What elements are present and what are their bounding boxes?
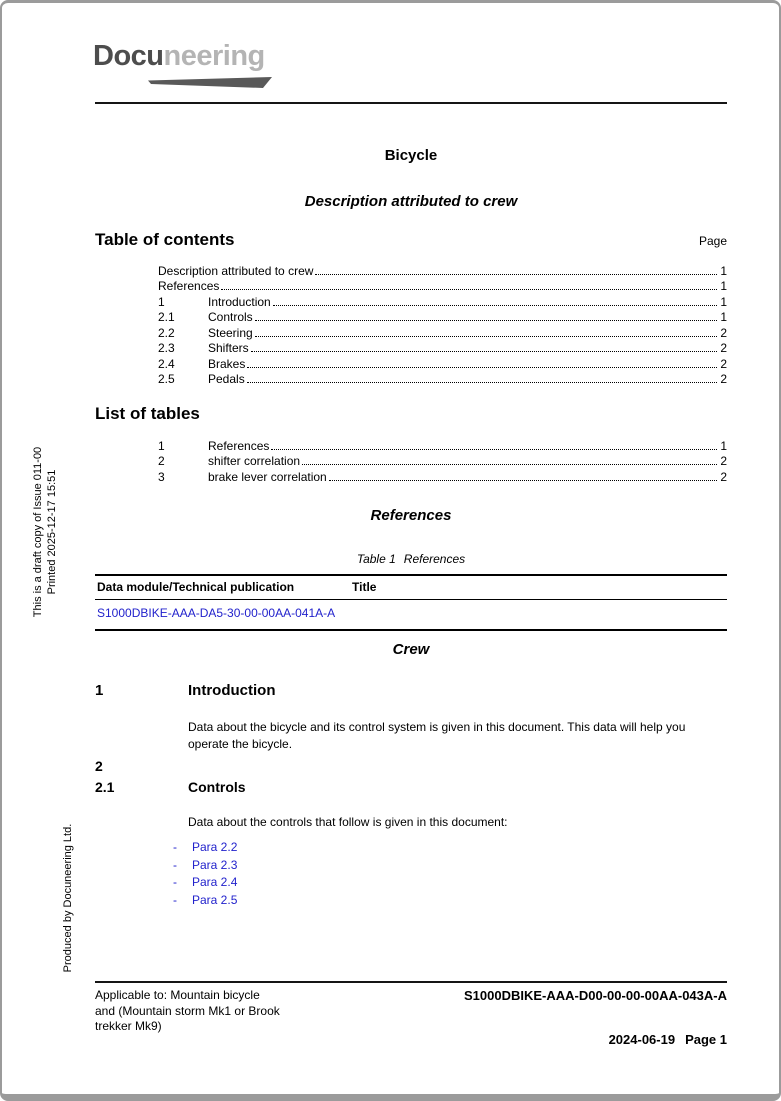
list-item [173,840,237,858]
draft-line-2: Printed 2025-12-17 15:51 [46,469,58,595]
toc-entry-number: 2.3 [158,341,175,355]
list-item [173,875,237,893]
dot-leader [271,449,717,450]
dot-leader [255,320,718,321]
section-number: 2.1 [95,779,115,795]
dot-leader [251,351,718,352]
references-table-caption [95,552,727,566]
toc-entry-title: Description attributed to crew [158,263,314,278]
list-item [173,893,237,911]
para-link[interactable]: Para 2.4 [192,875,238,889]
dot-leader [221,289,717,290]
toc-heading: Table of contents [95,230,235,249]
logo-text-light: neering [163,40,265,72]
table-caption-title: References [403,552,466,566]
list-of-tables [158,437,727,484]
references-table [95,574,727,631]
dm-reference-title [352,606,725,620]
dot-leader [247,382,718,383]
para-link-list [173,840,237,910]
toc-entry-number: 1 [158,294,165,309]
column-header-data-module: Data module/Technical publication [97,580,295,594]
toc-entry-page: 1 [720,310,727,324]
toc-entry-number: 2.1 [158,310,175,324]
dm-reference-link[interactable]: S1000DBIKE-AAA-DA5-30-00-00AA-041A-A [97,606,336,620]
references-heading: References [370,507,452,524]
lot-entry-number: 2 [158,454,165,468]
table-caption-label: Table 1 [356,552,396,566]
toc-entry-number: 2.2 [158,325,175,340]
toc-entry [158,324,727,340]
footer-date-page [609,1032,727,1047]
toc-entry-number: 2.5 [158,372,175,386]
para-link[interactable]: Para 2.3 [192,857,238,872]
toc-entry-title: References [158,279,220,293]
document-title: Bicycle [384,147,438,164]
toc-entry-page: 2 [720,325,727,340]
para-link[interactable]: Para 2.5 [192,892,238,907]
toc-entry [158,278,727,294]
list-dash [173,893,192,907]
toc-page-label: Page [698,234,727,248]
para-link[interactable]: Para 2.2 [192,840,238,854]
draft-watermark [31,422,61,642]
toc-entry [158,309,727,325]
docuneering-logo [93,40,265,73]
dot-leader [302,464,717,465]
toc-entry [158,293,727,309]
applicability-text: Applicable to: Mountain bicycle and (Mountain storm Mk1 or Brook trekker Mk9) [95,988,280,1033]
dot-leader [255,336,718,337]
header-rule [95,102,727,104]
section-number-2: 2 [95,758,103,774]
footer-page-number: Page 1 [685,1032,727,1047]
lot-entry-page: 1 [720,438,727,453]
column-header-title: Title [352,580,377,594]
toc-entry-page: 2 [720,356,727,371]
toc-entry [158,355,727,371]
lot-entry [158,468,727,484]
toc-entry-title: Brakes [208,356,246,371]
document-subtitle: Description attributed to crew [304,193,518,210]
lot-entry [158,453,727,469]
section-title: Controls [188,779,246,795]
toc-entry-title: Shifters [208,341,249,355]
controls-paragraph: Data about the controls that follow is given in this document: [188,815,508,829]
toc-entry-page: 2 [720,372,727,386]
produced-by-watermark: Produced by Docuneering Ltd. [62,823,74,973]
crew-heading: Crew [392,641,430,658]
lot-entry-title: References [208,438,270,453]
dot-leader [273,305,718,306]
toc-entry [158,262,727,278]
lot-entry-number: 1 [158,438,165,453]
list-dash [173,858,192,872]
lot-entry-title: shifter correlation [208,454,301,468]
lot-entry-number: 3 [158,469,165,484]
list-item [173,858,237,876]
toc-entry-page: 1 [720,279,727,293]
logo-text-dark: Docu [93,40,164,72]
section-heading-introduction [95,682,727,699]
footer-date: 2024-06-19 [608,1032,676,1047]
draft-line-1: This is a draft copy of Issue 011-00 [32,446,44,618]
dot-leader [329,480,718,481]
toc-entry-title: Introduction [208,294,271,309]
footer-dmc-code: S1000DBIKE-AAA-D00-00-00-00AA-043A-A [464,988,727,1003]
list-of-tables-heading: List of tables [95,404,200,423]
section-heading-controls [95,779,727,795]
introduction-paragraph: Data about the bicycle and its control system is given in this document. This data will help you operate the bicycle. [188,720,686,751]
logo-swoosh-icon [148,77,272,89]
toc-entry-page: 2 [720,341,727,355]
list-dash [173,875,192,889]
toc-entry-title: Steering [208,325,253,340]
dot-leader [247,367,717,368]
section-number: 1 [95,682,104,699]
lot-entry [158,437,727,453]
toc-entry [158,371,727,387]
references-table-header [95,576,727,600]
section-title: Introduction [188,682,276,699]
toc-list [158,262,727,386]
footer-rule [95,981,727,983]
toc-entry-title: Pedals [208,372,245,386]
table-row [95,600,727,629]
lot-entry-page: 2 [720,469,727,484]
list-dash [173,840,192,854]
toc-entry [158,340,727,356]
toc-entry-page: 1 [720,294,727,309]
lot-entry-title: brake lever correlation [208,469,327,484]
toc-entry-title: Controls [208,310,253,324]
toc-header-row [95,230,727,250]
toc-entry-number: 2.4 [158,356,175,371]
toc-entry-page: 1 [720,263,727,278]
dot-leader [315,274,717,275]
lot-entry-page: 2 [720,454,727,468]
